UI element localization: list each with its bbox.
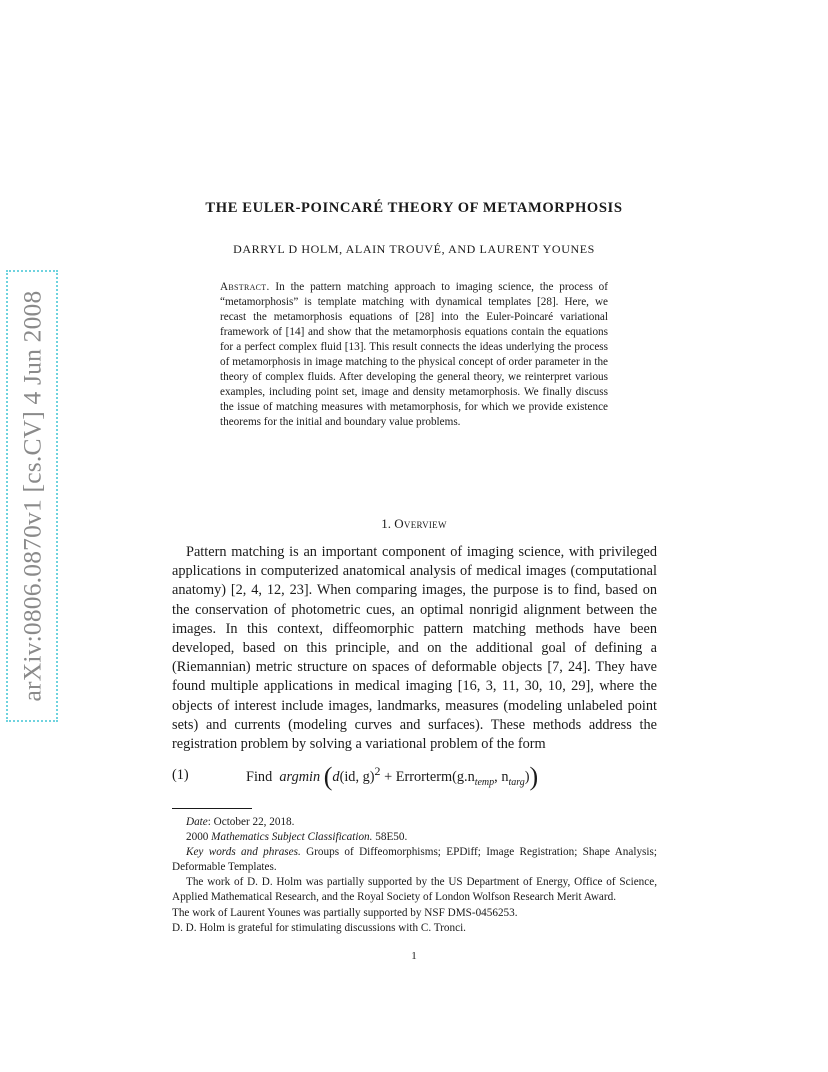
equation-sub-temp: temp: [474, 776, 495, 788]
paper-title: THE EULER-POINCARÉ THEORY OF METAMORPHOSIS: [205, 200, 623, 216]
equation-power: 2: [374, 764, 381, 779]
equation-body: Find argmin (d(id, $g)^2 + Errorterm(g.n_{temp}$, $n_{targ}$)): [246, 762, 539, 791]
arxiv-stamp: [6, 270, 58, 722]
footnote-msc-value: 58E50.: [375, 831, 408, 844]
body-paragraph: Pattern matching is an important component of imaging science, with privileged applications in computerized anatomical analysis of medical images (computational anatomy) [2, 4, 12, 23]. When comparing images, the purpose is to find, based on the conservation of photometric cues, an optimal nonrigid alignment between the images. In this context, diffeomorphic pattern matching methods have been developed, based on this principle, and on the additional goal of defining a (Riemannian) metric structure on spaces of deformable objects [7, 24]. They have found multiple applications in medical imaging [16, 3, 11, 30, 10, 29], where the objects of interest include images, landmarks, measures (modeling unlabeled point sets) and currents (modeling curves and surfaces). These methods address the registration problem by solving a variational problem of the form: [172, 544, 657, 753]
paper-authors: DARRYL D HOLM, ALAIN TROUVÉ, AND LAURENT YOUNES: [233, 242, 595, 256]
footnote-date-value: : October 22, 2018.: [207, 816, 295, 828]
footnote-date: [172, 815, 657, 830]
equation-comma: , n: [494, 769, 509, 785]
section-number: 1.: [381, 516, 391, 531]
footnote-keywords-value: Groups of Diffeomorphisms; EPDiff; Image Registration; Shape Analysis; Deformable Templates.: [172, 846, 657, 874]
footnote-support-holm: The work of D. D. Holm was partially supported by the US Department of Energy, Office of Science, Applied Mathematical Research, and the Royal Society of London Wolfson Research Merit Award.: [172, 876, 657, 904]
equation-d: d: [332, 769, 340, 785]
equation-argmin: argmin: [279, 769, 321, 785]
abstract-text: In the pattern matching approach to imaging science, the process of “metamorphosis” is template matching with dynamical templates [28]. Here, we recast the metamorphosis equations of [28] into the Euler-Poincaré variational framework of [14] and show that the metamorphosis equations contain the equations for a perfect complex fluid [13]. This result connects the ideas underlying the process of metamorphosis in image matching to the physical concept of order parameter in the theory of complex fluids. After developing the general theory, we reinterpret various examples, including point set, image and density metamorphosis. We finally discuss the issue of matching measures with metamorphosis, for which we provide existence theorems for the initial and boundary value problems.: [220, 281, 608, 429]
footnote-keywords-label: Key words and phrases.: [186, 846, 301, 859]
footnote-keywords: [172, 845, 657, 875]
footnote-msc-label: Mathematics Subject Classification.: [211, 831, 373, 844]
equation-plus: +: [384, 769, 393, 785]
abstract-label: Abstract.: [220, 281, 270, 293]
equation-1: [172, 762, 657, 792]
footnote-thanks: D. D. Holm is grateful for stimulating discussions with C. Tronci.: [172, 921, 466, 934]
equation-errorterm: Errorterm(g.n: [395, 769, 475, 785]
footnote-msc-year: 2000: [186, 831, 209, 844]
abstract: [220, 280, 608, 430]
arxiv-stamp-text: arXiv:0806.0870v1 [cs.CV] 4 Jun 2008: [17, 290, 47, 702]
footnote-rule: [172, 808, 252, 809]
equation-number: (1): [172, 767, 189, 783]
equation-close: ): [524, 769, 530, 785]
section-heading: [0, 516, 828, 532]
page-number: 1: [411, 950, 417, 962]
equation-sub-targ: targ: [508, 776, 525, 788]
equation-args: (id, g): [339, 769, 375, 785]
section-title: Overview: [394, 516, 447, 531]
equation-find: Find: [246, 769, 273, 785]
footnote-msc: [172, 830, 657, 845]
footnotes: [172, 815, 657, 936]
footnote-support-younes: The work of Laurent Younes was partially supported by NSF DMS-0456253.: [172, 906, 518, 919]
footnote-date-label: Date: [186, 816, 208, 828]
